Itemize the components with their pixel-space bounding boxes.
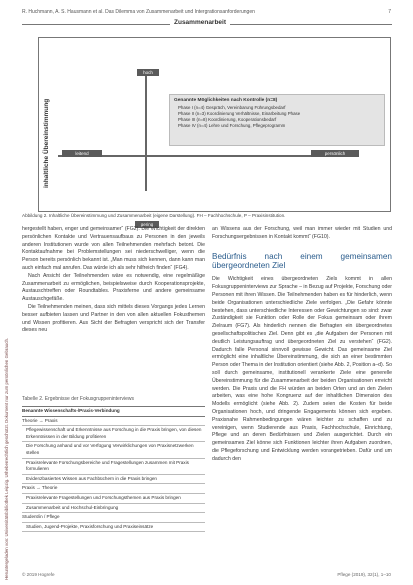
paragraph: Die Teilnehmenden meinen, dass sich mittels dieses Vorgangs jedes Lernen besser aufbieten lassen und Partner in den von allen aktuellen Fokusthemen und Wissen profitieren. Aus Sicht der Befragten verspricht sich der Transfer dieses neu: [22, 303, 205, 334]
table-row: Die Forschung anhand und vor Verfügung Verwirklichungen von Praxisnetzwerken stellen: [22, 442, 205, 458]
tag-left: leitend: [62, 150, 102, 157]
table-row: Zusammenarbeit und Hochschul-Einbringung: [22, 504, 205, 514]
sidebar-text: Heruntergeladen von: Universitätsbibliothek Leipzig. Urheberrechtlich geschützt. Dokument nur zum persönlichen Gebrauch.: [4, 337, 9, 580]
table-section: Theorie → Praxis: [22, 417, 205, 427]
table-2: [22, 396, 205, 532]
tag-low: gering: [135, 221, 159, 228]
footer-left: © 2019 Hogrefe: [22, 572, 55, 577]
column-right: [212, 226, 392, 464]
implementation-item: Phase IV (n=4) Lehre und Forschung, Pflegeprogramm: [178, 123, 286, 128]
implementation-item: Phase II (n=3) Koordinierung Verhältnisse, Einarbeitung Phase: [178, 111, 301, 116]
running-header: [22, 9, 391, 18]
implementation-item: Phase III (n=8) Koordinierung, Kooperationsbedarf: [178, 117, 277, 122]
page-number: 7: [388, 9, 391, 15]
table-section: Student/in / Pflege: [22, 513, 205, 523]
horizontal-axis: [58, 155, 354, 157]
download-sidebar: [2, 40, 12, 580]
paragraph: Nach Ansicht der Teilnehmenden wäre es notwendig, eine regelmäßige Zusammenarbeit zu ermöglichen, beispielsweise durch Kooperationsprojekte, Austauschtreffen oder Roundtables. Praxisferne und andere gemeinsame Austauschgefäße.: [22, 272, 205, 303]
table-row: Studien, Jugend-Projekte, Praxisforschung und Praxiseinsätze: [22, 523, 205, 533]
figure-top-rule: [22, 19, 392, 31]
tag-high: hoch: [137, 69, 159, 76]
table-section: Praxis → Theorie: [22, 484, 205, 494]
tag-right: persönlich: [311, 150, 359, 157]
table-row: Pflegewissenschaft und Erkenntnisse aus Forschung in die Praxis bringen, von diesen Erkenntnissen in der Bildung profitieren: [22, 426, 205, 442]
y-axis-label: inhaltliche Übereinstimmung: [43, 98, 50, 188]
table-title: Tabelle 2. Ergebnisse der Fokusgruppeninterviews: [22, 396, 135, 402]
figure-title: Zusammenarbeit: [170, 19, 230, 26]
footer-right: Pflege (2019), 32(1), 1–10: [337, 572, 391, 577]
implementation-title: Genannte Möglichkeiten nach Kontrolle (n=8): [174, 98, 278, 103]
paragraph: Die Wichtigkeit eines übergeordneten Ziels kommt in allen Fokusgruppeninterviews zur Sprache – in Bezug auf Projekte, Forschung oder Personen mit ihren Wissen. Die Teilnehmenden haben es für hinderlich, wenn beide Organisationen unterschiedliche Ziele verfolgen. „Die Gefahr könnte bestehen, dass unterschiedliche Interessen oder Gewichtungen so sind: zwar Zuständigkeit sie Funktion oder Rolle der Fokus gemeinsam oder ihrem Zielraum (FG7). Als hinderlich nennen die Befragten ein übergeordnetes gesellschaftspolitisches Ziel. Denn gibt es „die Aufgaben der Personen mit deutlich Leistungsauftrag und übergeordneten Ziel zu verstehen“ (FG2). Dadurch falle Personal sinnvoll gewisse Gewicht. Das gemeinsame Ziel ermöglicht eine inhaltliche Übereinstimmung, die sich an einer bestimmten Person oder Thema in der Institution orientiert (siehe Abb. 2, Position a–d). So soll durch gemeinsame, institutionell verankerte Ziele eine generelle Übereinstimmung für die Zusammenarbeit der beiden Organisationen erreicht werden. Die Praxis und die FH würden an beiden Orten und an den Zielen arbeiten, was eine hohe Kongruenz auf der inhaltlichen Dimension des Modells ermöglicht (siehe Abb. 2). Zudem seien die Kosten für beide Organisationen hoch, und dringende Engagements können sich ergeben. Praxisnahe Rahmenbedingungen wären leichter zu schaffen und zu vereinigen, wenn Studierende aus Praxis, Fachhochschule, Einrichtung, Pflege und an deren Bedürfnissen und Zielen ausgerichtet. Durch ein gemeinsames Ziel könne sich Funktionen leichter ihren Aufgaben zuordnen, die Pflegeforschung und Entwicklung werden vorangetrieben. Dafür und um dadurch den: [212, 276, 392, 462]
table-header: Benannte Wissenschafts-/Praxis-Verbindung: [22, 406, 205, 417]
implementation-item: Phase I (n=4) Gespräch, Vereinbarung Führungsbedarf: [178, 105, 286, 110]
header-authors: R. Huchmann, A. S. Hausmann et al. Das Dilemma von Zusammenarbeit und Intergrationsanforderungen: [22, 9, 255, 15]
table-row: Praxisrelevante Fragestellungen und Forschungsthemen aus Praxis bringen: [22, 494, 205, 504]
y-axis-band: [39, 38, 53, 211]
paragraph: an Wissens aus der Forschung, weil man immer wieder mit Studien und Forschungsergebnissen in Kontakt kommt“ (FG10).: [212, 226, 392, 240]
paragraph: hergestellt haben, enger und gemeinsamer“ (FG2). Die Wichtigkeit der direkten persönlichen Kontakte und Vertrauensaufbaus zu Personen in den jeweils anderen Institutionen wurde von allen Teilnehmenden mehrfach betont. Die Kontaktaufnahme bei Problemstellungen sei niederschwelliger, wenn die Person bereits persönlich bekannt ist. „Man muss sich kennen, dann kann man auch einfach mal anrufen. Das würde ich als sehr hilfreich finden“ (FG4).: [22, 226, 205, 271]
table-row: Praxisrelevante Forschungsbereiche und Fragestellungen zusammen mit Praxis formulieren: [22, 459, 205, 475]
figure-caption: Abbildung 2. Inhaltliche Übereinstimmung und Zusammenarbeit (eigene Darstellung). FH – Fachhochschule, P – Praxisinstitution.: [22, 213, 286, 218]
section-heading: Bedürfnis nach einem gemeinsamen übergeordneten Ziel: [212, 251, 392, 270]
vertical-axis: [145, 69, 147, 191]
table-row: Evidenzbasiertes Wissen aus Fachbüchern in die Praxis bringen: [22, 475, 205, 485]
column-left: [22, 226, 205, 335]
implementation-box: [169, 94, 385, 146]
